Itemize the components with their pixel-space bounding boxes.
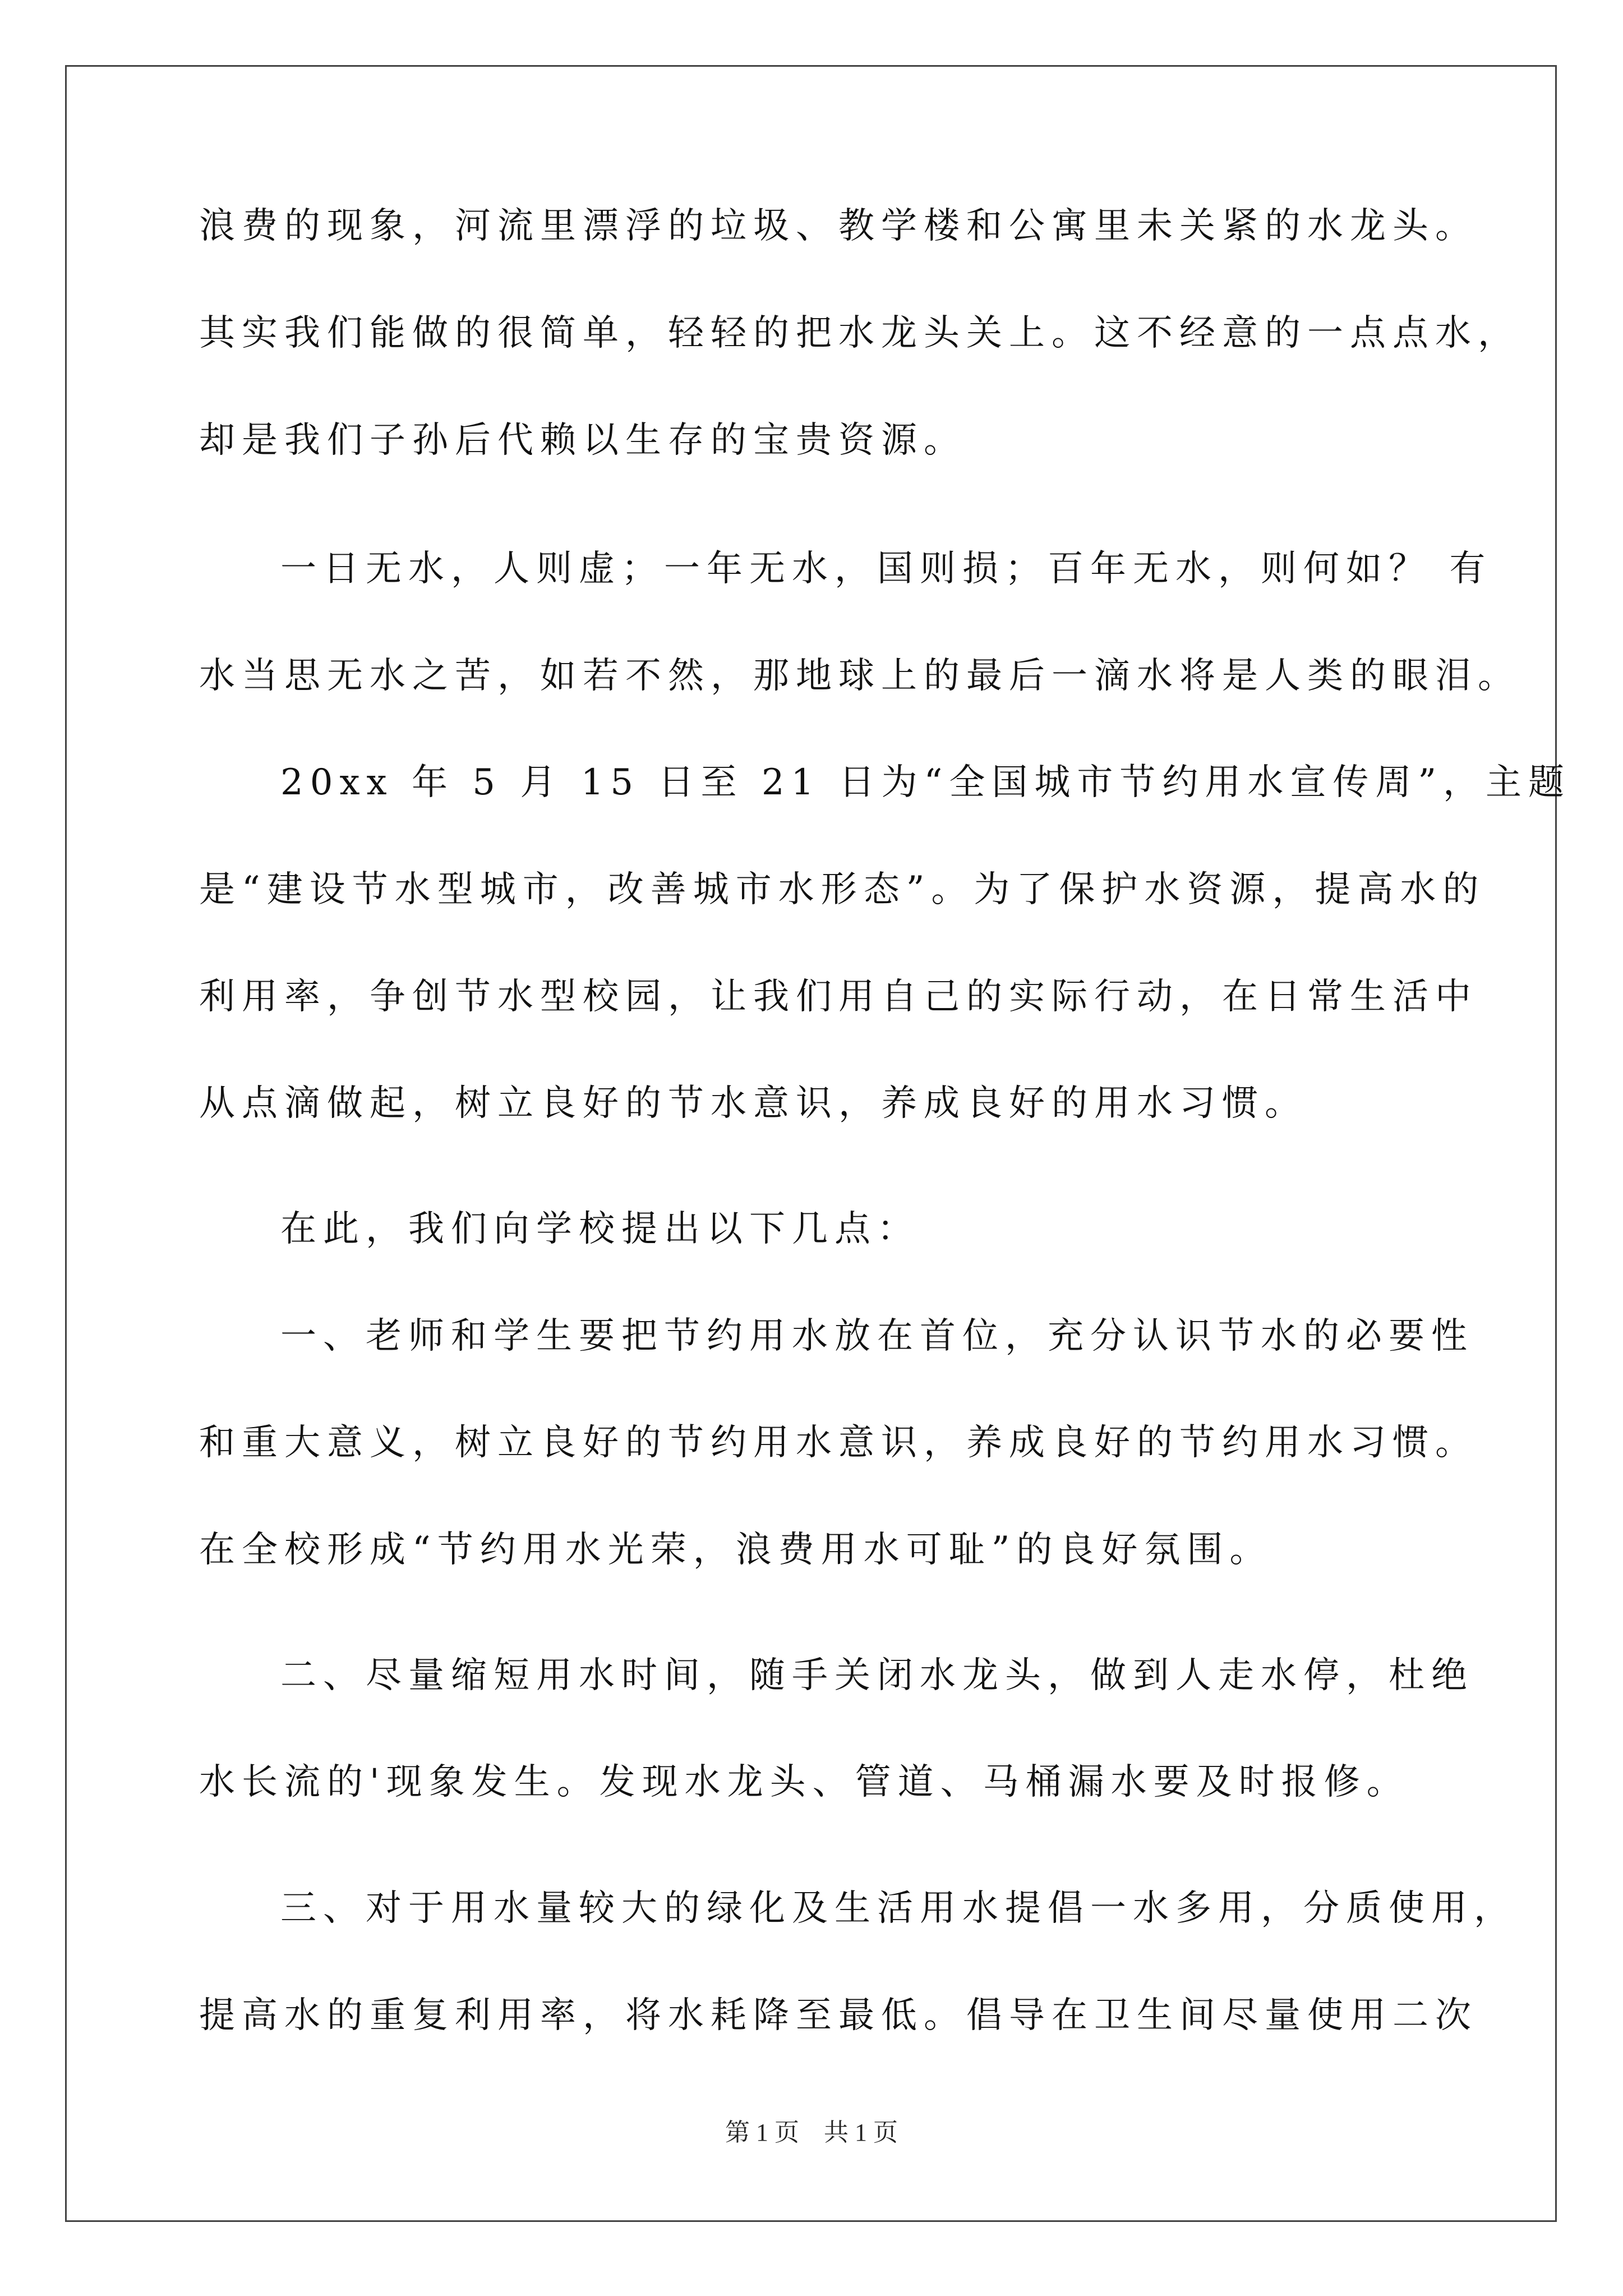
paragraph-first-line: 20xx 年 5 月 15 日至 21 日为“全国城市节约用水宣传周”，主题 [280,762,1571,803]
text-line: 水长流的'现象发生。发现水龙头、管道、马桶漏水要及时报修。 [199,1761,1409,1803]
page-number-footer: 第 1 页 共 1 页 [725,2119,898,2146]
paragraph-first-line: 在此，我们向学校提出以下几点： [280,1208,920,1250]
text-line: 却是我们子孙后代赖以生存的宝贵资源。 [199,420,966,461]
text-line: 从点滴做起，树立良好的节水意识，养成良好的用水习惯。 [199,1083,1307,1124]
text-line: 利用率，争创节水型校园，让我们用自己的实际行动，在日常生活中 [199,976,1478,1018]
text-line: 水当思无水之苦，如若不然，那地球上的最后一滴水将是人类的眼泪。 [199,655,1520,697]
text-line: 其实我们能做的很简单，轻轻的把水龙头关上。这不经意的一点点水， [199,312,1520,354]
paragraph-first-line: 二、尽量缩短用水时间，随手关闭水龙头，做到人走水停，杜绝 [280,1655,1474,1696]
paragraph-first-line: 一日无水，人则虚；一年无水，国则损；百年无水，则何如？ 有 [280,548,1492,590]
paragraph-first-line: 一、老师和学生要把节约用水放在首位，充分认识节水的必要性 [280,1315,1474,1357]
text-line: 是“建设节水型城市，改善城市水形态”。为了保护水资源，提高水的 [199,869,1486,910]
text-line: 浪费的现象，河流里漂浮的垃圾、教学楼和公寓里未关紧的水龙头。 [199,205,1478,247]
text-line: 在全校形成“节约用水光荣，浪费用水可耻”的良好氛围。 [199,1529,1272,1571]
paragraph-first-line: 三、对于用水量较大的绿化及生活用水提倡一水多用，分质使用， [280,1888,1516,1929]
text-line: 提高水的重复利用率，将水耗降至最低。倡导在卫生间尽量使用二次 [199,1995,1478,2036]
text-line: 和重大意义，树立良好的节约用水意识，养成良好的节约用水习惯。 [199,1422,1478,1464]
